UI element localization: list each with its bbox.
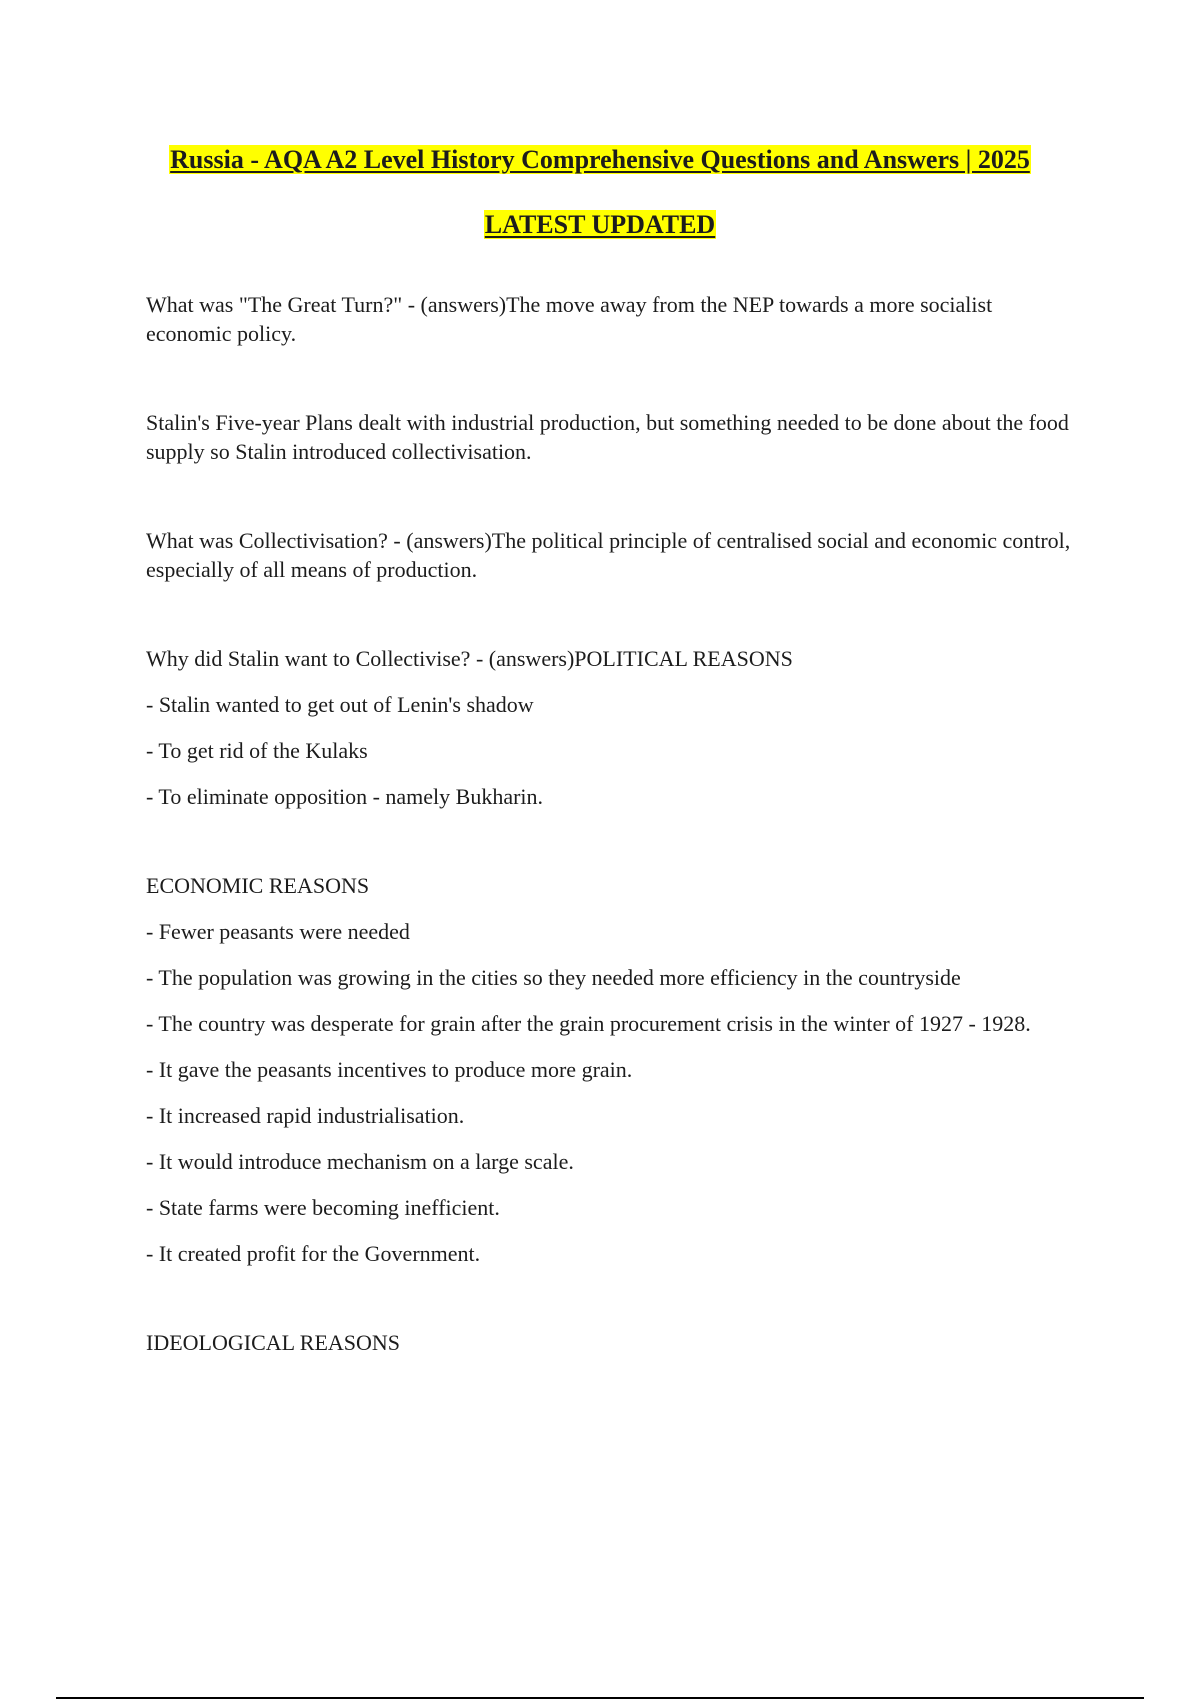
page-bottom-rule (56, 1697, 1144, 1699)
paragraph-five-year-plans: Stalin's Five-year Plans dealt with industrial production, but something needed to be done about the food supply so Stalin introduced collectivisation. (146, 410, 1069, 464)
economic-reasons-heading: ECONOMIC REASONS (146, 873, 370, 898)
qa-collectivisation: What was Collectivisation? - (answers)The political principle of centralised social and economic control, especially of all means of production. (146, 528, 1071, 582)
ideological-reasons-heading: IDEOLOGICAL REASONS (146, 1330, 401, 1355)
qa-great-turn: What was "The Great Turn?" - (answers)The move away from the NEP towards a more socialist economic policy. (146, 292, 993, 346)
document-body (146, 290, 1081, 1374)
title-highlight-1: Russia - AQA A2 Level History Comprehensive Questions and Answers | 2025 (170, 145, 1030, 174)
economic-point: - It increased rapid industrialisation. (146, 1103, 465, 1128)
economic-point: - Fewer peasants were needed (146, 919, 410, 944)
political-point: - To eliminate opposition - namely Bukharin. (146, 784, 544, 809)
title-highlight-2: LATEST UPDATED (484, 210, 716, 239)
political-point: - Stalin wanted to get out of Lenin's shadow (146, 692, 534, 717)
qa-why-collectivise: Why did Stalin want to Collectivise? - (answers)POLITICAL REASONS (146, 646, 793, 671)
economic-point: - The population was growing in the cities so they needed more efficiency in the countryside (146, 965, 961, 990)
document-title-line-2 (0, 210, 1200, 240)
economic-point: - It would introduce mechanism on a large scale. (146, 1149, 574, 1174)
economic-point: - It gave the peasants incentives to produce more grain. (146, 1057, 633, 1082)
document-title-line-1 (0, 145, 1200, 175)
economic-point: - State farms were becoming inefficient. (146, 1195, 500, 1220)
political-point: - To get rid of the Kulaks (146, 738, 368, 763)
economic-point: - It created profit for the Government. (146, 1241, 481, 1266)
economic-point: - The country was desperate for grain after the grain procurement crisis in the winter of 1927 - 1928. (146, 1011, 1031, 1036)
